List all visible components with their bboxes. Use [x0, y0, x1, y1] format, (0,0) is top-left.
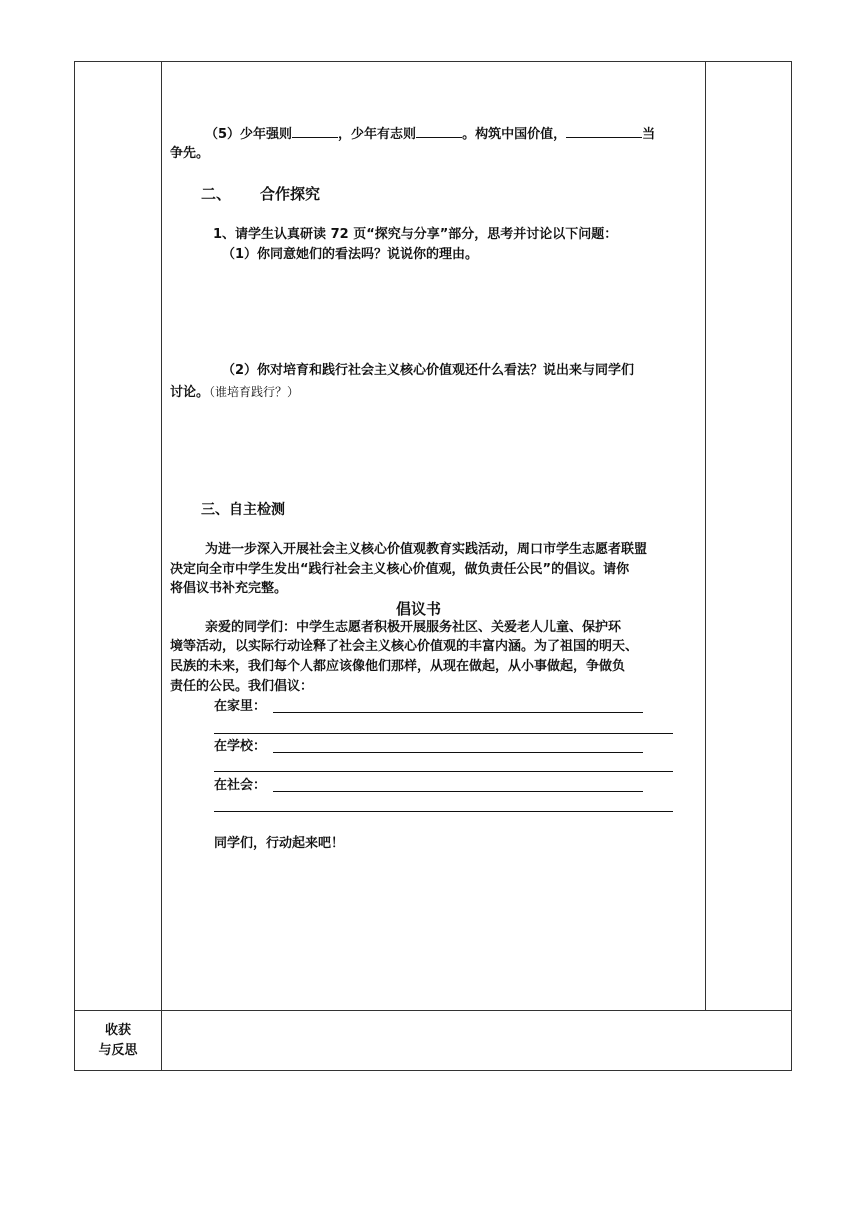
section2-number: 二、 — [201, 185, 232, 203]
item5-mid1: ，少年有志则 — [338, 127, 417, 142]
table-border-right — [791, 61, 792, 1071]
question-1-sub-2-line1: （2）你对培育和践行社会主义核心价值观还什么看法？说出来与同学们 — [222, 363, 635, 378]
section2-title: 合作探究 — [260, 185, 321, 203]
in-society-label: 在社会： — [214, 778, 267, 793]
reflection-answer-cell[interactable] — [162, 1011, 791, 1070]
table-divider-left-column — [161, 61, 162, 1071]
letter-line4: 责任的公民。我们倡议： — [170, 679, 314, 694]
question-1: 1、请学生认真研读 72 页“探究与分享”部分，思考并讨论以下问题： — [213, 227, 618, 242]
item5-mid2: 。构筑中国价值， — [462, 127, 567, 142]
at-school-label: 在学校： — [214, 739, 267, 754]
fill-in-item-5-line2: 争先。 — [170, 146, 210, 161]
letter-line3: 民族的未来，我们每个人都应该像他们那样，从现在做起，从小事做起，争做负 — [170, 659, 626, 674]
question-1-sub-2-text: 讨论。 — [170, 385, 210, 400]
letter-line1: 亲爱的同学们：中学生志愿者积极开展服务社区、关爱老人儿童、保护环 — [205, 620, 622, 635]
section3-title: 三、自主检测 — [201, 502, 285, 518]
blank-input-3[interactable] — [566, 124, 642, 138]
table-border-left — [74, 61, 75, 1071]
item5-prefix: （5）少年强则 — [205, 127, 293, 142]
letter-line2: 境等活动，以实际行动诠释了社会主义核心价值观的丰富内涵。为了祖国的明天、 — [170, 639, 639, 654]
question-1-sub-1: （1）你同意她们的看法吗？说说你的理由。 — [222, 247, 479, 262]
item5-suffix: 当 — [642, 127, 656, 142]
section3-intro-line1: 为进一步深入开展社会主义核心价值观教育实践活动，周口市学生志愿者联盟 — [205, 542, 648, 557]
at-home-answer-line-1[interactable] — [273, 712, 643, 713]
table-divider-right-column — [705, 61, 706, 1011]
question-1-sub-2-line2 — [170, 383, 299, 402]
letter-title: 倡议书 — [396, 600, 442, 618]
in-society-answer-line-1[interactable] — [273, 791, 643, 792]
at-school-answer-line-1[interactable] — [273, 752, 643, 753]
fill-in-item-5 — [205, 124, 655, 144]
at-home-label: 在家里： — [214, 699, 267, 714]
reflection-label-line1: 收获 — [104, 1023, 131, 1038]
reflection-label-line2: 与反思 — [98, 1043, 138, 1058]
question-1-sub-2-note: （谁培育践行？） — [209, 385, 300, 399]
table-border-top — [74, 61, 792, 62]
in-society-answer-line-2[interactable] — [214, 811, 673, 812]
blank-input-1[interactable] — [292, 124, 338, 138]
reflection-label — [75, 1021, 161, 1061]
section3-intro-line2: 决定向全市中学生发出“践行社会主义核心价值观，做负责任公民”的倡议。请你 — [170, 562, 630, 577]
blank-input-2[interactable] — [416, 124, 462, 138]
section3-intro-line3: 将倡议书补充完整。 — [170, 581, 288, 596]
table-border-bottom — [74, 1070, 792, 1071]
at-home-answer-line-2[interactable] — [214, 733, 673, 734]
closing-line: 同学们，行动起来吧！ — [214, 836, 345, 851]
at-school-answer-line-2[interactable] — [214, 771, 673, 772]
